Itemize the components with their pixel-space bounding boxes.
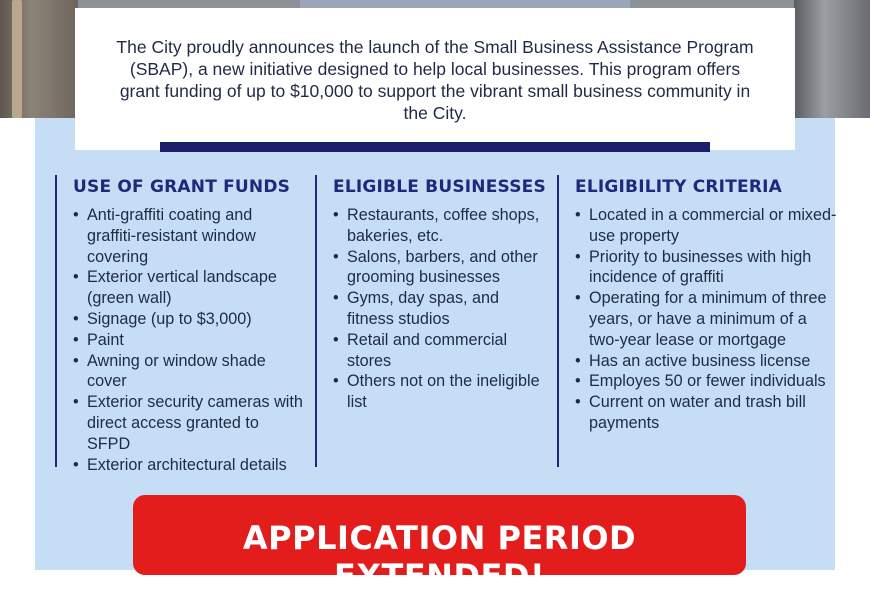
list-item: • Awning or window shade cover	[73, 351, 305, 393]
list-item: • Signage (up to $3,000)	[73, 309, 305, 330]
list-item: • Restaurants, coffee shops, bakeries, etc.	[333, 205, 550, 247]
list-item: • Operating for a minimum of three years, or have a minimum of a two-year lease or mortgage	[575, 288, 837, 350]
column-heading: ELIGIBILITY CRITERIA	[575, 177, 782, 197]
list-item: • Priority to businesses with high incidence of graffiti	[575, 247, 837, 289]
funds-list	[73, 205, 305, 475]
list-item: • Others not on the ineligible list	[333, 371, 550, 413]
list-item: • Located in a commercial or mixed-use property	[575, 205, 837, 247]
list-item: • Salons, barbers, and other grooming businesses	[333, 247, 550, 289]
column-heading: USE OF GRANT FUNDS	[73, 177, 291, 197]
intro-card	[75, 8, 795, 150]
building-left	[0, 0, 78, 118]
list-item: • Current on water and trash bill payments	[575, 392, 837, 434]
intro-text: The City proudly announces the launch of the Small Business Assistance Program (SBAP), a new initiative designed to help local businesses. This program offers grant funding of up to $10,000 to support the vibrant small business community in the City.	[116, 37, 754, 123]
list-item: • Exterior architectural details	[73, 455, 305, 476]
list-item: • Exterior security cameras with direct access granted to SFPD	[73, 392, 305, 454]
banner-text: APPLICATION PERIOD EXTENDED!	[242, 519, 637, 595]
column-heading: ELIGIBLE BUSINESSES	[333, 177, 546, 197]
list-item: • Employes 50 or fewer individuals	[575, 371, 837, 392]
application-extended-banner	[133, 495, 746, 595]
list-item: • Retail and commercial stores	[333, 330, 550, 372]
column-use-of-grant-funds	[55, 175, 305, 474]
list-item: • Paint	[73, 330, 305, 351]
list-item: • Anti-graffiti coating and graffiti-resistant window covering	[73, 205, 305, 267]
criteria-list	[575, 205, 837, 434]
building-right	[794, 0, 870, 118]
businesses-list	[333, 205, 550, 413]
list-item: • Exterior vertical landscape (green wall)	[73, 267, 305, 309]
list-item: • Has an active business license	[575, 351, 837, 372]
column-eligibility-criteria	[557, 175, 837, 467]
column-eligible-businesses	[315, 175, 550, 467]
divider-bar	[160, 142, 710, 152]
list-item: • Gyms, day spas, and fitness studios	[333, 288, 550, 330]
